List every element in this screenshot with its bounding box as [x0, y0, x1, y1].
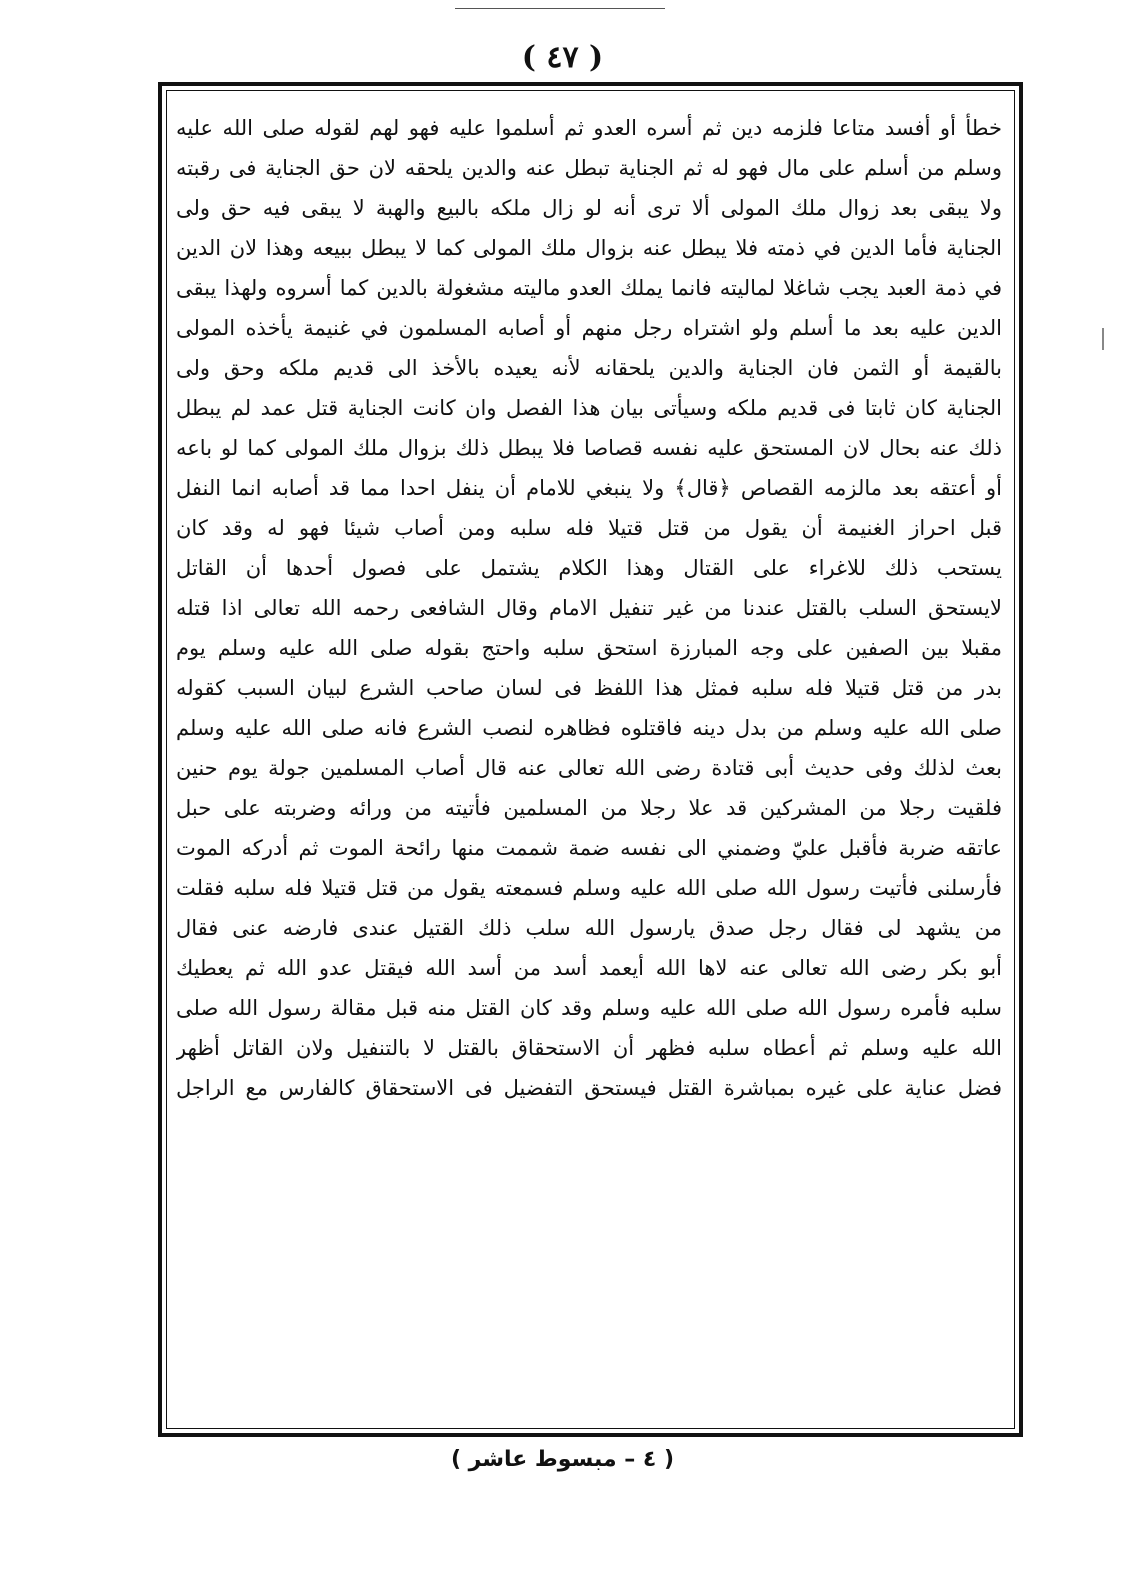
text-line: بالقيمة أو الثمن فان الجناية والدين يلحقانه لأنه يعيده بالأخذ الى قديم ملكه وحق ولى: [176, 356, 1002, 380]
text-line: الجناية كان ثابتا فى قديم ملكه وسيأتى بيان هذا الفصل وان كانت الجناية قتل عمد لم يبطل: [176, 396, 1002, 420]
text-line: قبل احراز الغنيمة أن يقول من قتل قتيلا فله سلبه ومن أصاب شيئا فهو له وقد كان: [176, 516, 1002, 540]
footer-signature: ( ٤ – مبسوط عاشر ): [450, 1447, 675, 1472]
text-line: خطأ أو أفسد متاعا فلزمه دين ثم أسره العدو ثم أسلموا عليه فهو لهم لقوله صلى الله عليه: [176, 116, 1002, 140]
text-line: فأرسلنى فأتيت رسول الله صلى الله عليه وسلم فسمعته يقول من قتل قتيلا فله سلبه فقلت: [176, 876, 1002, 900]
text-line: يستحب ذلك للاغراء على القتال وهذا الكلام يشتمل على فصول أحدها أن القاتل: [176, 556, 1002, 580]
text-line: الجناية فأما الدين في ذمته فلا يبطل عنه بزوال ملك المولى كما لا يبطل ببيعه وهذا لان الدين: [176, 236, 1002, 260]
text-line: أو أعتقه بعد مالزمه القصاص ﴿قال﴾ ولا ينبغي للامام أن ينفل احدا مما قد أصابه انما النفل: [176, 476, 1002, 500]
text-line: ذلك عنه بحال لان المستحق عليه نفسه قصاصا فلا يبطل ذلك بزوال ملك المولى كما لو باعه: [176, 436, 1002, 460]
text-line: لايستحق السلب بالقتل عندنا من غير تنفيل الامام وقال الشافعى رحمه الله تعالى اذا قتله: [176, 596, 1002, 620]
text-line: ولا يبقى بعد زوال ملك المولى ألا ترى أنه لو زال ملكه بالبيع والهبة لا يبقى فيه حق ولى: [176, 196, 1002, 220]
text-line: الله عليه وسلم ثم أعطاه سلبه فظهر أن الاستحقاق بالقتل لا بالتنفيل ولان القاتل أظهر: [176, 1036, 1002, 1060]
text-line: وسلم من أسلم على مال فهو له ثم الجناية تبطل عنه والدين يلحقه لان حق الجناية فى رقبته: [176, 156, 1002, 180]
text-line: مقبلا بين الصفين على وجه المبارزة استحق سلبه واحتج بقوله صلى الله عليه وسلم يوم: [176, 636, 1002, 660]
text-line: الدين عليه بعد ما أسلم ولو اشتراه رجل منهم أو أصابه المسلمون في غنيمة يأخذه المولى: [176, 316, 1002, 340]
text-line: عاتقه ضربة فأقبل عليّ وضمني الى نفسه ضمة شممت منها رائحة الموت ثم أدركه الموت: [176, 836, 1002, 860]
text-line: سلبه فأمره رسول الله صلى الله عليه وسلم وقد كان القتل منه قبل مقالة رسول الله صلى: [176, 996, 1002, 1020]
text-line: من يشهد لى فقال رجل صدق يارسول الله سلب ذلك القتيل عندى فارضه عنى فقال: [176, 916, 1002, 940]
text-line: فضل عناية على غيره بمباشرة القتل فيستحق التفضيل فى الاستحقاق كالفارس مع الراجل: [176, 1076, 1002, 1100]
page-number: ( ٤٧ ): [521, 40, 604, 75]
text-line: بدر من قتل قتيلا فله سلبه فمثل هذا اللفظ فى لسان صاحب الشرع لبيان السبب كقوله: [176, 676, 1002, 700]
text-line: في ذمة العبد يجب شاغلا لماليته فانما يملك العدو ماليته مشغولة بالدين كما أسروه ولهذا يبقى: [176, 276, 1002, 300]
text-line: صلى الله عليه وسلم من بدل دينه فاقتلوه فظاهره لنصب الشرع فانه صلى الله عليه وسلم: [176, 716, 1002, 740]
top-rule: [455, 8, 665, 9]
body-text: [176, 108, 1002, 1423]
scan-edge-mark: [1102, 328, 1104, 350]
text-line: بعث لذلك وفى حديث أبى قتادة رضى الله تعالى عنه قال أصاب المسلمين جولة يوم حنين: [176, 756, 1002, 780]
text-line: فلقيت رجلا من المشركين قد علا رجلا من المسلمين فأتيته من ورائه وضربته على حبل: [176, 796, 1002, 820]
text-line: أبو بكر رضى الله تعالى عنه لاها الله أيعمد أسد من أسد الله فيقتل عدو الله ثم يعطيك: [176, 956, 1002, 980]
